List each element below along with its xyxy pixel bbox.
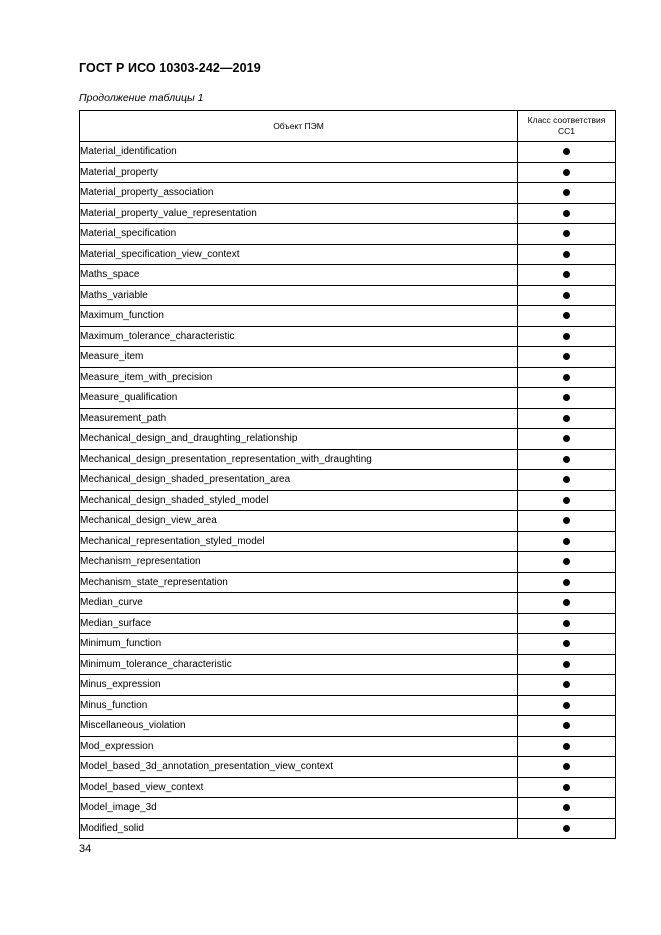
- table-row: [80, 818, 616, 839]
- cc1-mark-cell: [518, 306, 616, 327]
- table-row: [80, 449, 616, 470]
- cc1-mark-cell: [518, 634, 616, 655]
- filled-circle-icon: [563, 476, 570, 483]
- object-name-cell: Measure_qualification: [80, 388, 518, 409]
- cc1-mark-cell: [518, 203, 616, 224]
- cc1-mark-cell: [518, 449, 616, 470]
- table-row: [80, 552, 616, 573]
- cc1-mark-cell: [518, 798, 616, 819]
- cc1-mark-cell: [518, 818, 616, 839]
- object-name-cell: Minus_function: [80, 695, 518, 716]
- filled-circle-icon: [563, 251, 570, 258]
- cc1-mark-cell: [518, 367, 616, 388]
- cc1-mark-cell: [518, 695, 616, 716]
- filled-circle-icon: [563, 189, 570, 196]
- cc1-mark-cell: [518, 429, 616, 450]
- object-name-cell: Mechanism_representation: [80, 552, 518, 573]
- object-name-cell: Material_property: [80, 162, 518, 183]
- table-row: [80, 408, 616, 429]
- object-name-cell: Maths_variable: [80, 285, 518, 306]
- filled-circle-icon: [563, 763, 570, 770]
- cc1-mark-cell: [518, 572, 616, 593]
- filled-circle-icon: [563, 292, 570, 299]
- object-name-cell: Mechanism_state_representation: [80, 572, 518, 593]
- table-row: [80, 429, 616, 450]
- cc1-mark-cell: [518, 531, 616, 552]
- column-header-class: [518, 111, 616, 142]
- cc1-mark-cell: [518, 470, 616, 491]
- object-name-cell: Mechanical_design_shaded_styled_model: [80, 490, 518, 511]
- filled-circle-icon: [563, 415, 570, 422]
- filled-circle-icon: [563, 620, 570, 627]
- object-name-cell: Material_specification: [80, 224, 518, 245]
- object-name-cell: Mechanical_design_shaded_presentation_area: [80, 470, 518, 491]
- table-row: [80, 593, 616, 614]
- object-name-cell: Mechanical_representation_styled_model: [80, 531, 518, 552]
- table-row: [80, 306, 616, 327]
- object-name-cell: Median_surface: [80, 613, 518, 634]
- filled-circle-icon: [563, 702, 570, 709]
- table-row: [80, 183, 616, 204]
- filled-circle-icon: [563, 681, 570, 688]
- filled-circle-icon: [563, 722, 570, 729]
- filled-circle-icon: [563, 804, 570, 811]
- object-name-cell: Material_specification_view_context: [80, 244, 518, 265]
- table-row: [80, 367, 616, 388]
- table-caption: Продолжение таблицы 1: [79, 92, 204, 104]
- filled-circle-icon: [563, 599, 570, 606]
- filled-circle-icon: [563, 333, 570, 340]
- table-row: [80, 490, 616, 511]
- conformance-table: [79, 110, 616, 839]
- object-name-cell: Minus_expression: [80, 675, 518, 696]
- object-name-cell: Maths_space: [80, 265, 518, 286]
- filled-circle-icon: [563, 312, 570, 319]
- table-row: [80, 695, 616, 716]
- filled-circle-icon: [563, 538, 570, 545]
- filled-circle-icon: [563, 743, 570, 750]
- filled-circle-icon: [563, 374, 570, 381]
- cc1-mark-cell: [518, 326, 616, 347]
- cc1-mark-cell: [518, 244, 616, 265]
- filled-circle-icon: [563, 497, 570, 504]
- cc1-mark-cell: [518, 511, 616, 532]
- object-name-cell: Modified_solid: [80, 818, 518, 839]
- object-name-cell: Model_image_3d: [80, 798, 518, 819]
- object-name-cell: Measurement_path: [80, 408, 518, 429]
- cc1-mark-cell: [518, 183, 616, 204]
- cc1-mark-cell: [518, 613, 616, 634]
- object-name-cell: Material_property_association: [80, 183, 518, 204]
- object-name-cell: Mechanical_design_view_area: [80, 511, 518, 532]
- table-row: [80, 347, 616, 368]
- table-row: [80, 244, 616, 265]
- column-header-object: Объект ПЭМ: [80, 111, 518, 142]
- table-row: [80, 798, 616, 819]
- table-row: [80, 470, 616, 491]
- filled-circle-icon: [563, 456, 570, 463]
- table-row: [80, 285, 616, 306]
- table-row: [80, 716, 616, 737]
- object-name-cell: Model_based_3d_annotation_presentation_view_context: [80, 757, 518, 778]
- table-row: [80, 572, 616, 593]
- table-row: [80, 675, 616, 696]
- filled-circle-icon: [563, 784, 570, 791]
- table-row: [80, 613, 616, 634]
- table-row: [80, 388, 616, 409]
- filled-circle-icon: [563, 169, 570, 176]
- document-header: ГОСТ Р ИСО 10303-242—2019: [79, 61, 261, 75]
- table-row: [80, 511, 616, 532]
- table-row: [80, 531, 616, 552]
- filled-circle-icon: [563, 148, 570, 155]
- column-header-class-title: Класс соответствия: [527, 115, 606, 125]
- table-row: [80, 162, 616, 183]
- filled-circle-icon: [563, 210, 570, 217]
- cc1-mark-cell: [518, 224, 616, 245]
- filled-circle-icon: [563, 517, 570, 524]
- cc1-mark-cell: [518, 142, 616, 163]
- filled-circle-icon: [563, 558, 570, 565]
- cc1-mark-cell: [518, 552, 616, 573]
- cc1-mark-cell: [518, 285, 616, 306]
- table-row: [80, 634, 616, 655]
- cc1-mark-cell: [518, 265, 616, 286]
- object-name-cell: Model_based_view_context: [80, 777, 518, 798]
- object-name-cell: Median_curve: [80, 593, 518, 614]
- filled-circle-icon: [563, 640, 570, 647]
- object-name-cell: Maximum_function: [80, 306, 518, 327]
- filled-circle-icon: [563, 353, 570, 360]
- object-name-cell: Measure_item: [80, 347, 518, 368]
- cc1-mark-cell: [518, 736, 616, 757]
- filled-circle-icon: [563, 394, 570, 401]
- table-row: [80, 203, 616, 224]
- cc1-mark-cell: [518, 593, 616, 614]
- cc1-mark-cell: [518, 162, 616, 183]
- table-row: [80, 777, 616, 798]
- object-name-cell: Material_identification: [80, 142, 518, 163]
- object-name-cell: Minimum_tolerance_characteristic: [80, 654, 518, 675]
- filled-circle-icon: [563, 271, 570, 278]
- filled-circle-icon: [563, 435, 570, 442]
- object-name-cell: Mod_expression: [80, 736, 518, 757]
- table-row: [80, 224, 616, 245]
- table-row: [80, 757, 616, 778]
- object-name-cell: Minimum_function: [80, 634, 518, 655]
- table-body: [80, 142, 616, 839]
- table-header-row: [80, 111, 616, 142]
- cc1-mark-cell: [518, 408, 616, 429]
- cc1-mark-cell: [518, 388, 616, 409]
- table-row: [80, 265, 616, 286]
- column-header-class-code: CC1: [557, 126, 575, 136]
- filled-circle-icon: [563, 825, 570, 832]
- cc1-mark-cell: [518, 675, 616, 696]
- cc1-mark-cell: [518, 757, 616, 778]
- cc1-mark-cell: [518, 777, 616, 798]
- filled-circle-icon: [563, 579, 570, 586]
- object-name-cell: Maximum_tolerance_characteristic: [80, 326, 518, 347]
- table-row: [80, 326, 616, 347]
- cc1-mark-cell: [518, 654, 616, 675]
- page-number: 34: [79, 843, 92, 855]
- object-name-cell: Measure_item_with_precision: [80, 367, 518, 388]
- table-row: [80, 654, 616, 675]
- object-name-cell: Mechanical_design_and_draughting_relationship: [80, 429, 518, 450]
- object-name-cell: Miscellaneous_violation: [80, 716, 518, 737]
- filled-circle-icon: [563, 230, 570, 237]
- table-row: [80, 736, 616, 757]
- filled-circle-icon: [563, 661, 570, 668]
- cc1-mark-cell: [518, 347, 616, 368]
- table-row: [80, 142, 616, 163]
- object-name-cell: Mechanical_design_presentation_representation_with_draughting: [80, 449, 518, 470]
- cc1-mark-cell: [518, 490, 616, 511]
- object-name-cell: Material_property_value_representation: [80, 203, 518, 224]
- cc1-mark-cell: [518, 716, 616, 737]
